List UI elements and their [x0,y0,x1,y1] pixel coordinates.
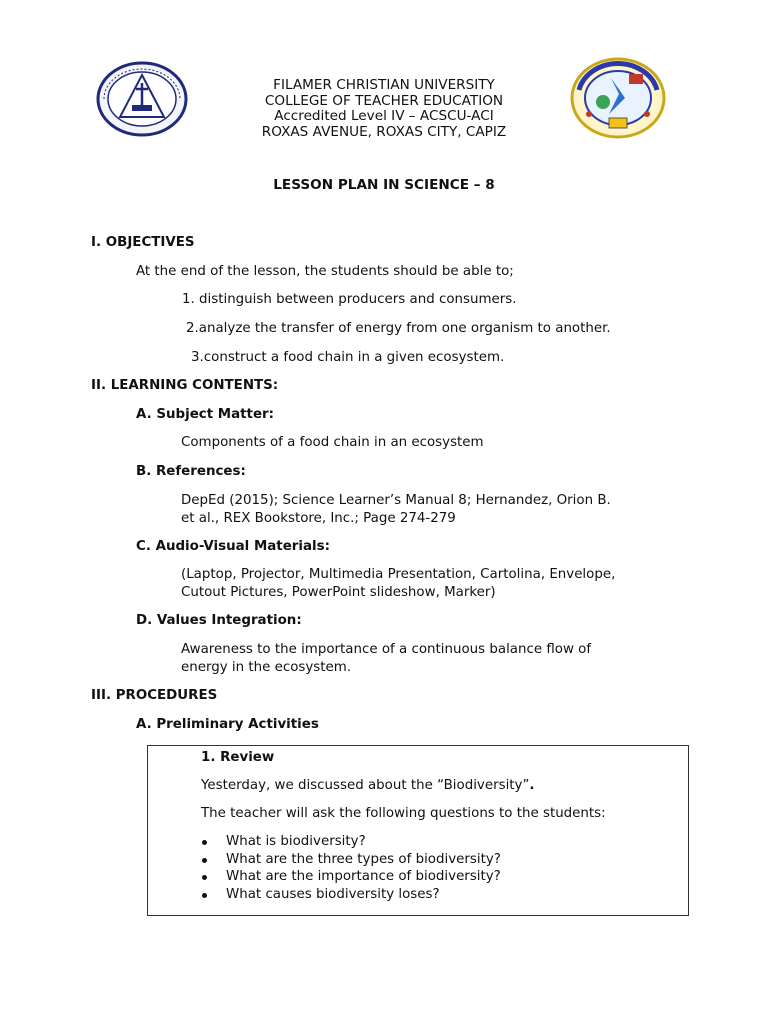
av-materials-heading: C. Audio-Visual Materials: [136,539,330,554]
preliminary-activities-heading: A. Preliminary Activities [136,717,319,732]
values-integration-text: energy in the ecosystem. [181,660,352,675]
review-questions [226,833,501,903]
bullet-icon [202,893,207,898]
list-item: What causes biodiversity loses? [226,886,501,904]
av-materials-text: (Laptop, Projector, Multimedia Presentation, Cartolina, Envelope, [181,567,616,582]
objectives-heading: I. OBJECTIVES [91,235,195,250]
list-item: What is biodiversity? [226,833,501,851]
subject-matter-text: Components of a food chain in an ecosystem [181,435,484,450]
review-intro: Yesterday, we discussed about the “Biodiversity”. [201,778,535,793]
references-heading: B. References: [136,464,246,479]
accreditation: Accredited Level IV – ACSCU-ACI [274,108,494,124]
document-title: LESSON PLAN IN SCIENCE – 8 [273,177,495,193]
references-text: DepEd (2015); Science Learner’s Manual 8; Hernandez, Orion B. [181,493,611,508]
list-item: What are the three types of biodiversity? [226,851,501,869]
university-name: FILAMER CHRISTIAN UNIVERSITY [273,77,495,93]
objective-item: 3.construct a food chain in a given ecosystem. [191,350,505,365]
av-materials-text: Cutout Pictures, PowerPoint slideshow, Marker) [181,585,496,600]
review-heading: 1. Review [201,750,275,765]
review-instruction: The teacher will ask the following questions to the students: [201,806,606,821]
address: ROXAS AVENUE, ROXAS CITY, CAPIZ [261,124,507,140]
college-name: COLLEGE OF TEACHER EDUCATION [264,93,504,109]
subject-matter-heading: A. Subject Matter: [136,407,274,422]
objective-item: 1. distinguish between producers and consumers. [182,292,517,307]
learning-contents-heading: II. LEARNING CONTENTS: [91,378,279,393]
procedures-heading: III. PROCEDURES [91,688,218,703]
bullet-icon [202,840,207,845]
references-text: et al., REX Bookstore, Inc.; Page 274-279 [181,511,456,526]
objectives-intro: At the end of the lesson, the students should be able to; [136,264,514,279]
bullet-icon [202,858,207,863]
objective-item: 2.analyze the transfer of energy from one organism to another. [186,321,611,336]
values-integration-heading: D. Values Integration: [136,613,302,628]
values-integration-text: Awareness to the importance of a continuous balance flow of [181,642,592,657]
bullet-icon [202,875,207,880]
review-box [147,745,689,916]
list-item: What are the importance of biodiversity? [226,868,501,886]
